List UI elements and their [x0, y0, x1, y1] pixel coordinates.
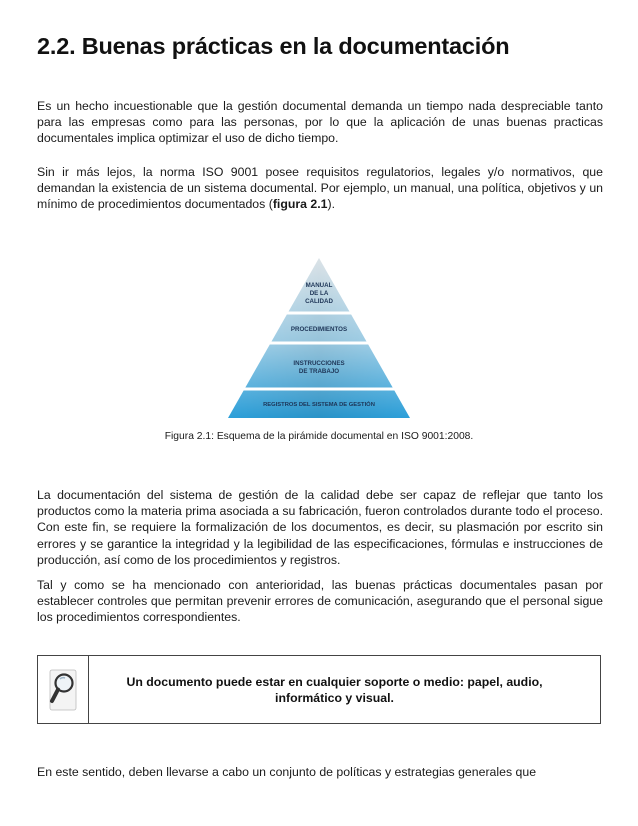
- paragraph-controles: Tal y como se ha mencionado con anterioridad, las buenas prácticas documentales pasan por establecer controles que permitan prevenir errores de comunicación, asegurando que el personal sigue los procedimientos correspondientes.: [37, 578, 603, 625]
- paragraph-final: En este sentido, deben llevarse a cabo un conjunto de políticas y estrategias generales que: [37, 765, 537, 779]
- tip-text: Un documento puede estar en cualquier soporte o medio: papel, audio, informático y visual.: [126, 674, 543, 705]
- paragraph-intro: Es un hecho incuestionable que la gestión documental demanda un tiempo nada despreciable tanto para las empresas como para las personas, por lo que la aplicación de unas buenas practicas documentales implica optimizar el uso de dicho tiempo.: [37, 99, 603, 146]
- section-heading: 2.2. Buenas prácticas en la documentación: [37, 33, 510, 59]
- paragraph-iso: [37, 164, 603, 213]
- level-registros: REGISTROS DEL SISTEMA DE GESTIÓN: [263, 402, 375, 408]
- paragraph-iso-end: ).: [327, 197, 335, 212]
- figure-reference: figura 2.1: [272, 197, 328, 212]
- level-procedimientos: PROCEDIMIENTOS: [290, 326, 348, 333]
- paragraph-sgc: La documentación del sistema de gestión de la calidad debe ser capaz de reflejar que tanto los productos como la materia prima asociada a su fabricación, fueron controlados durante todo el proceso. Con este fin, se requiere la formalización de los documentos, es decir, su plasmación por escrito sin errores y se garantice la integridad y la legibilidad de las especificaciones, fórmulas e instrucciones de producción, así como de los procedimientos y registros.: [37, 488, 603, 567]
- tip-box: [37, 655, 601, 724]
- figure-caption: Figura 2.1: Esquema de la pirámide documental en ISO 9001:2008.: [164, 431, 474, 442]
- magnifier-icon: [47, 668, 79, 712]
- paragraph-iso-text: Sin ir más lejos, la norma ISO 9001 posee requisitos regulatorios, legales y/o normativos, que demandan la existencia de un sistema documental. Por ejemplo, un manual, una política, objetivos y un mínimo de procedimientos documentados (: [37, 165, 603, 212]
- level-manual-line2: DE LA: [309, 290, 329, 297]
- tip-icon-cell: [38, 656, 89, 723]
- level-manual-line3: CALIDAD: [305, 298, 333, 305]
- level-manual-line1: MANUAL: [305, 282, 333, 289]
- documentation-pyramid: [228, 258, 410, 418]
- level-instrucciones-line1: INSTRUCCIONES: [293, 360, 345, 367]
- level-instrucciones-line2: DE TRABAJO: [298, 368, 340, 375]
